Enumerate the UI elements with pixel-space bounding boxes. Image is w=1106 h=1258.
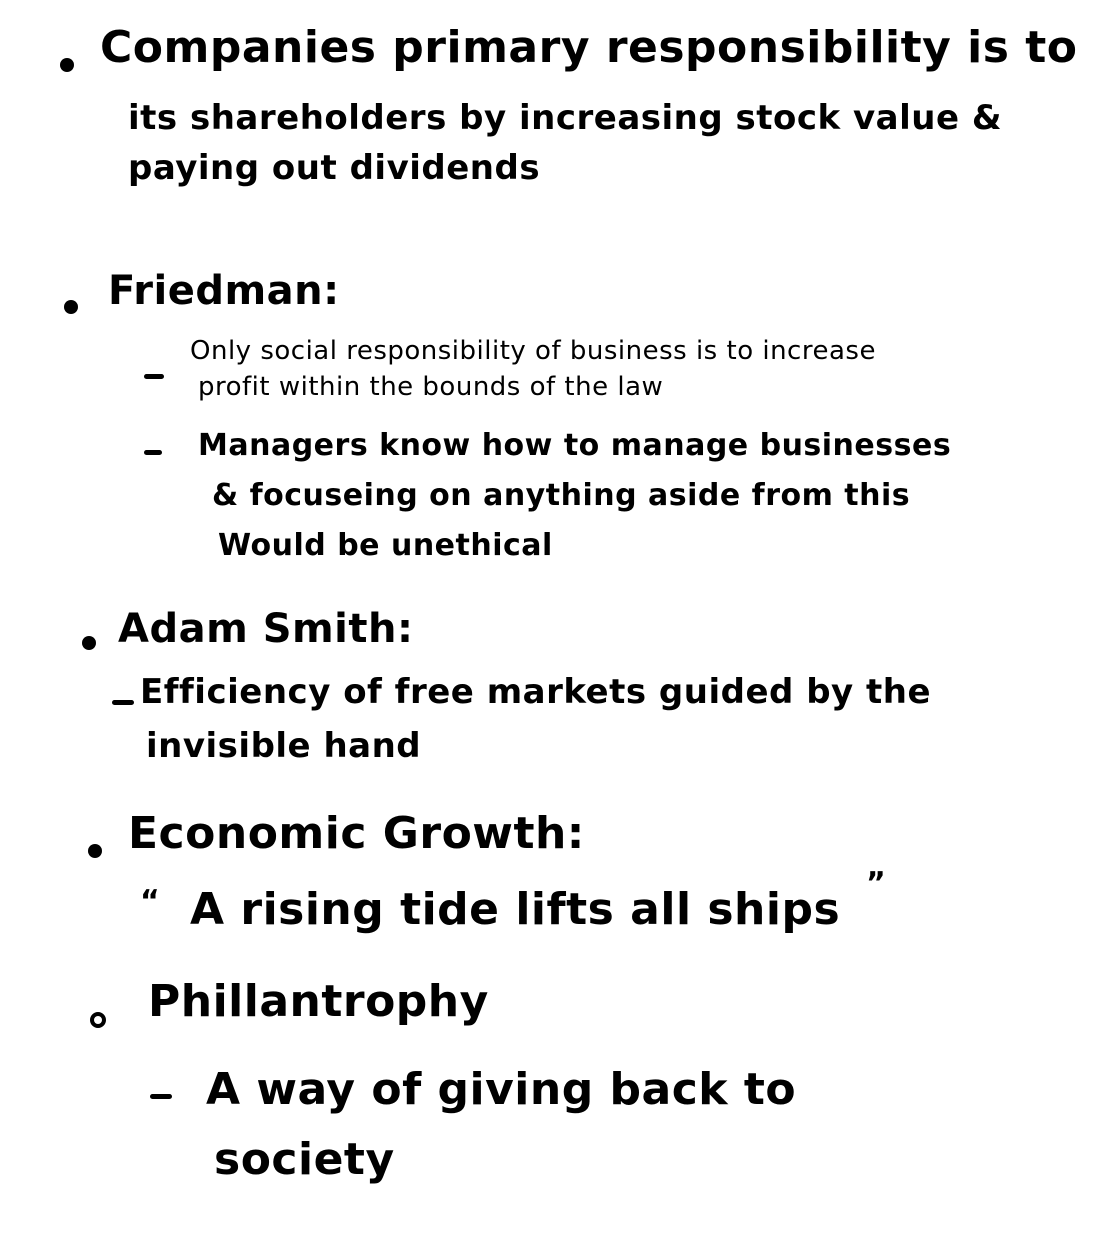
bullet-dot bbox=[90, 1012, 106, 1028]
quote-close-mark: ” bbox=[866, 866, 887, 901]
note-line: its shareholders by increasing stock value & bbox=[128, 98, 1003, 138]
bullet-dot bbox=[82, 636, 96, 650]
quote-open-mark: “ bbox=[140, 884, 161, 919]
note-line: Managers know how to manage businesses bbox=[198, 428, 952, 463]
note-line: profit within the bounds of the law bbox=[198, 372, 664, 402]
bullet-dot bbox=[88, 844, 102, 858]
section-heading: Adam Smith: bbox=[118, 606, 414, 652]
section-heading: Economic Growth: bbox=[128, 808, 585, 859]
quote-text: A rising tide lifts all ships bbox=[190, 884, 841, 935]
dash-marker bbox=[112, 700, 134, 705]
note-line: invisible hand bbox=[146, 726, 422, 766]
dash-marker bbox=[144, 374, 164, 379]
section-heading: Phillantrophy bbox=[148, 976, 489, 1027]
bullet-dot bbox=[60, 58, 74, 72]
note-line: society bbox=[214, 1134, 395, 1185]
note-line: paying out dividends bbox=[128, 148, 541, 188]
note-line: & focuseing on anything aside from this bbox=[212, 478, 911, 513]
bullet-dot bbox=[64, 300, 78, 314]
section-heading: Friedman: bbox=[108, 268, 340, 314]
note-line: Companies primary responsibility is to bbox=[100, 22, 1078, 73]
note-line: Would be unethical bbox=[218, 528, 553, 563]
note-line: Only social responsibility of business is to increase bbox=[190, 336, 876, 366]
note-line: Efficiency of free markets guided by the bbox=[140, 672, 932, 712]
note-line: A way of giving back to bbox=[206, 1064, 797, 1115]
dash-marker bbox=[144, 450, 162, 455]
dash-marker bbox=[150, 1094, 172, 1099]
